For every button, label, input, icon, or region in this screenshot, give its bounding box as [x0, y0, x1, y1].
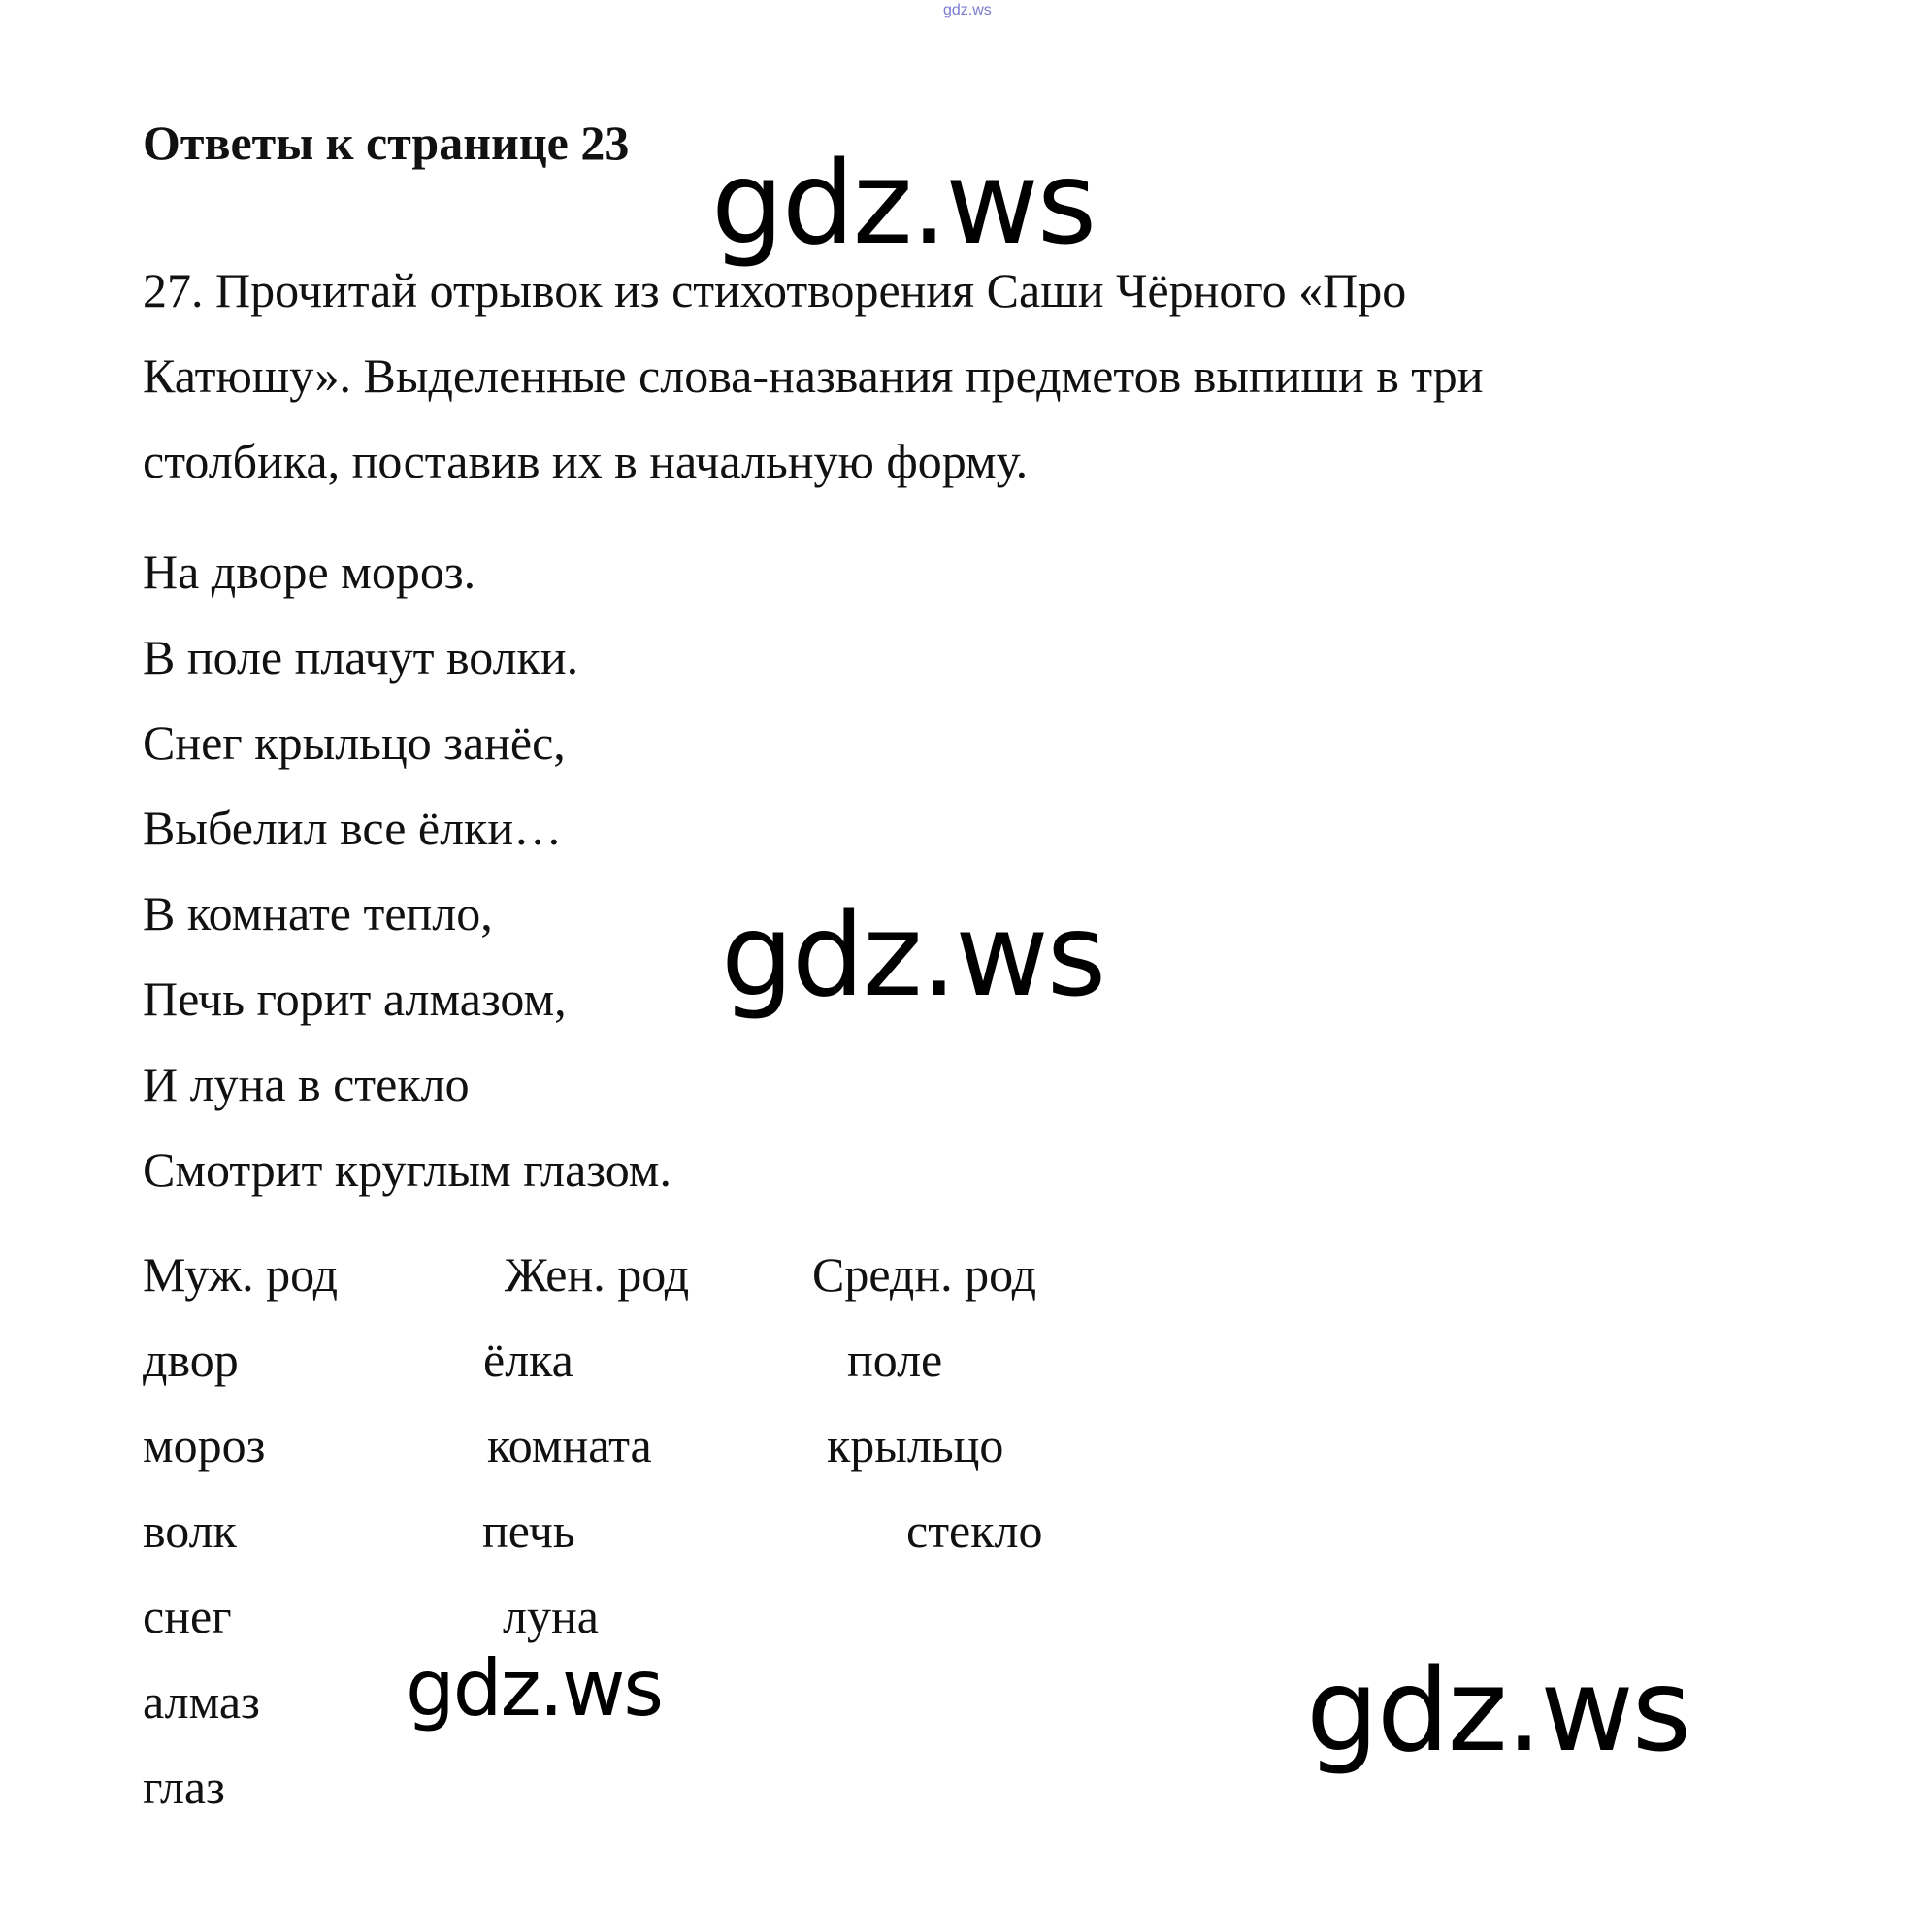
gdz-watermark: gdz.ws	[721, 888, 1105, 1022]
task-line: 27. Прочитай отрывок из стихотворения Саши Чёрного «Про	[143, 263, 1407, 317]
feminine-word: печь	[482, 1503, 575, 1558]
feminine-word: луна	[503, 1589, 599, 1643]
masculine-word: волк	[143, 1503, 237, 1558]
task-line: столбика, поставив их в начальную форму.	[143, 434, 1029, 488]
poem-line: Печь горит алмазом,	[143, 972, 567, 1026]
feminine-word: комната	[487, 1418, 652, 1472]
task-line: Катюшу». Выделенные слова-названия предметов выпиши в три	[143, 348, 1484, 403]
poem	[143, 529, 671, 1212]
poem-line: В комнате тепло,	[143, 886, 493, 940]
neuter-word: крыльцо	[827, 1418, 1004, 1472]
masculine-word: снег	[143, 1589, 232, 1643]
feminine-word: ёлка	[483, 1333, 573, 1387]
poem-line: На дворе мороз.	[143, 544, 476, 599]
top-watermark-text: gdz.ws	[943, 2, 992, 18]
poem-line: В поле плачут волки.	[143, 630, 579, 684]
task-text	[143, 247, 1812, 504]
neuter-word: стекло	[906, 1503, 1043, 1558]
header-feminine: Жен. род	[505, 1247, 690, 1302]
masculine-word: глаз	[143, 1760, 225, 1814]
masculine-word: мороз	[143, 1418, 266, 1472]
neuter-word: поле	[847, 1333, 943, 1387]
poem-line: И луна в стекло	[143, 1057, 470, 1111]
gdz-watermark: gdz.ws	[1306, 1643, 1690, 1777]
header-neuter: Средн. род	[812, 1247, 1037, 1302]
masculine-word: алмаз	[143, 1674, 260, 1729]
header-masculine: Муж. род	[143, 1247, 339, 1302]
gdz-watermark: gdz.ws	[406, 1643, 663, 1733]
poem-line: Выбелил все ёлки…	[143, 801, 563, 855]
poem-line: Смотрит круглым глазом.	[143, 1142, 671, 1197]
masculine-word: двор	[143, 1333, 239, 1387]
poem-line: Снег крыльцо занёс,	[143, 715, 566, 770]
page-title: Ответы к странице 23	[143, 115, 630, 170]
gdz-watermark: gdz.ws	[711, 136, 1096, 270]
